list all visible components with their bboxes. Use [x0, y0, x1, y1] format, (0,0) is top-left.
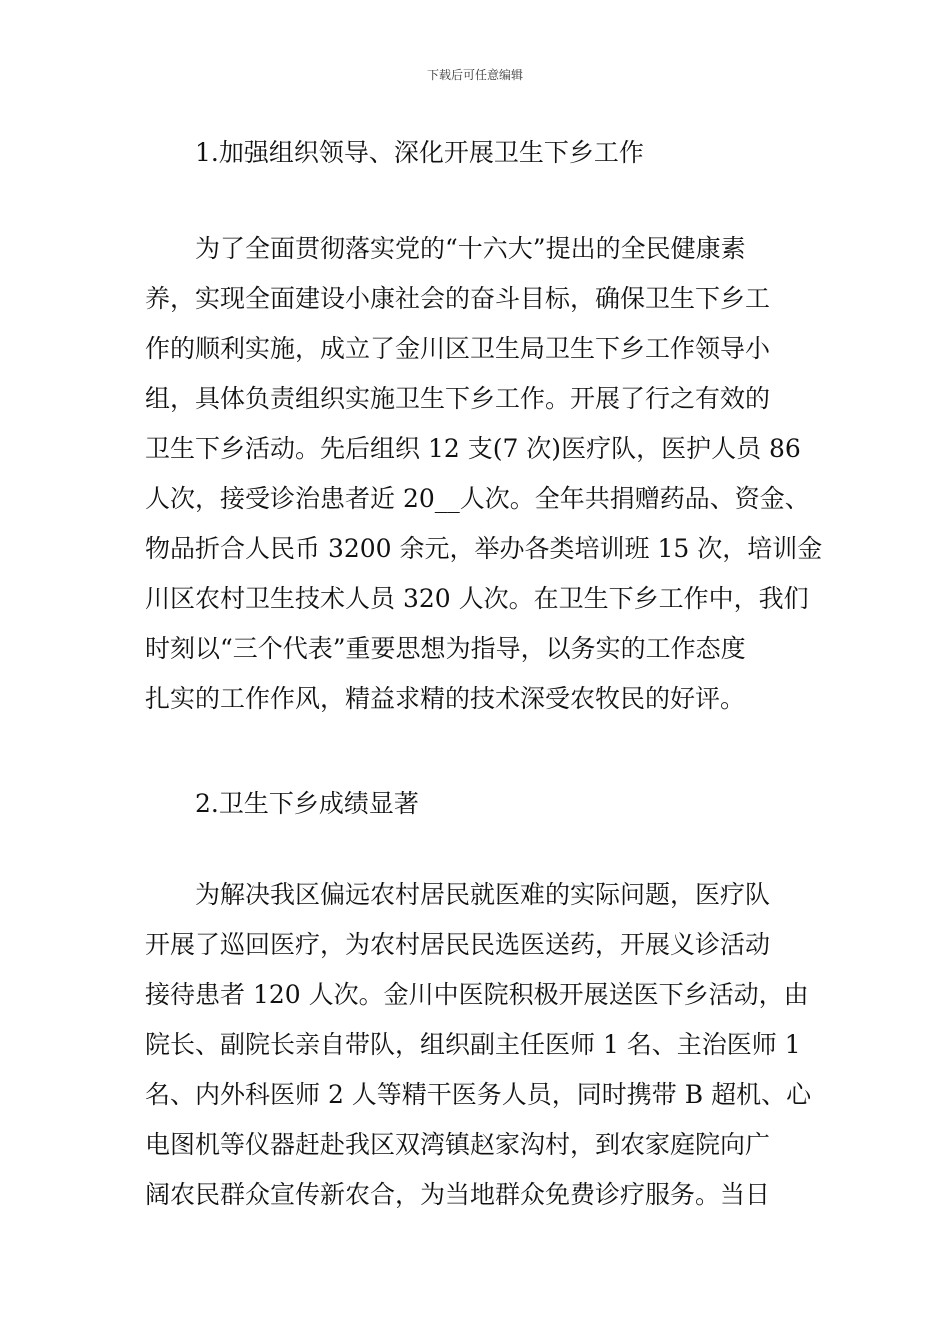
paragraph-line: 组，具体负责组织实施卫生下乡工作。开展了行之有效的: [145, 384, 771, 413]
paragraph-line: 电图机等仪器赶赴我区双湾镇赵家沟村，到农家庭院向广: [145, 1130, 771, 1159]
section-heading-2: 2.卫生下乡成绩显著: [195, 789, 419, 818]
paragraph-line: 卫生下乡活动。先后组织 12 支(7 次)医疗队，医护人员 86: [145, 434, 801, 463]
paragraph-line: 阔农民群众宣传新农合，为当地群众免费诊疗服务。当日: [145, 1180, 771, 1209]
paragraph-2: [145, 870, 825, 1220]
paragraph-line: 开展了巡回医疗，为农村居民民选医送药，开展义诊活动: [145, 930, 771, 959]
paragraph-1: [145, 224, 825, 724]
paragraph-line: 扎实的工作作风，精益求精的技术深受农牧民的好评。: [145, 684, 746, 713]
paragraph-line: 人次，接受诊治患者近 20__人次。全年共捐赠药品、资金、: [145, 484, 810, 513]
section-heading-1: 1.加强组织领导、深化开展卫生下乡工作: [195, 138, 644, 167]
paragraph-line: 川区农村卫生技术人员 320 人次。在卫生下乡工作中，我们: [145, 584, 809, 613]
paragraph-line: 养，实现全面建设小康社会的奋斗目标，确保卫生下乡工: [145, 284, 771, 313]
paragraph-line: 物品折合人民币 3200 余元，举办各类培训班 15 次，培训金: [145, 534, 823, 563]
paragraph-line: 名、内外科医师 2 人等精干医务人员，同时携带 B 超机、心: [145, 1080, 812, 1109]
paragraph-line: 作的顺利实施，成立了金川区卫生局卫生下乡工作领导小: [145, 334, 771, 363]
paragraph-line: 接待患者 120 人次。金川中医院积极开展送医下乡活动，由: [145, 980, 809, 1009]
paragraph-line: 为解决我区偏远农村居民就医难的实际问题，医疗队: [145, 880, 771, 909]
paragraph-line: 院长、副院长亲自带队，组织副主任医师 1 名、主治医师 1: [145, 1030, 801, 1059]
paragraph-line: 时刻以“三个代表”重要思想为指导，以务实的工作态度: [145, 634, 746, 663]
paragraph-line: 为了全面贯彻落实党的“十六大”提出的全民健康素: [145, 234, 746, 263]
header-note: 下载后可任意编辑: [426, 68, 523, 82]
